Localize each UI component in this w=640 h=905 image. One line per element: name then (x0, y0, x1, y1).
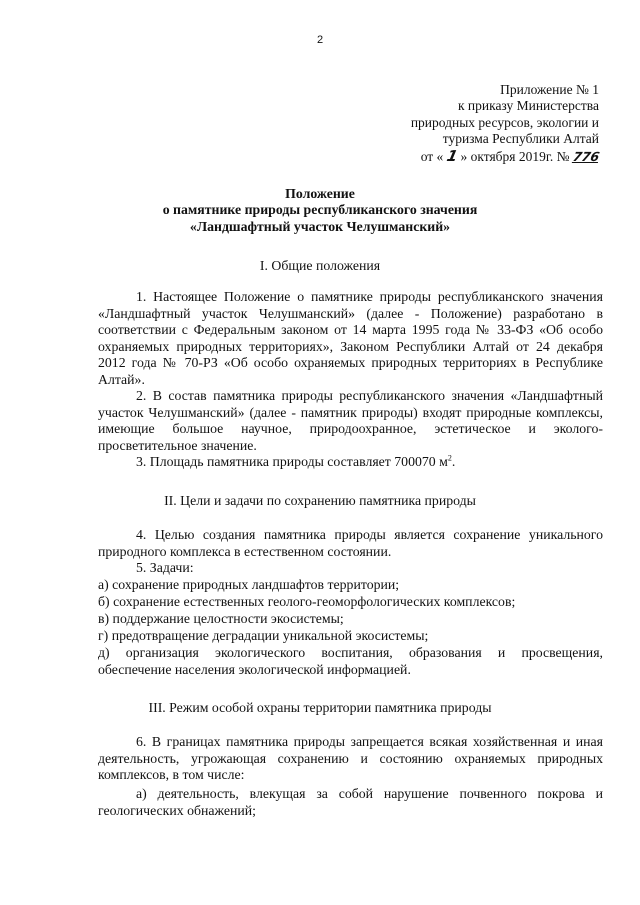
paragraph-3-text: 3. Площадь памятника природы составляет 700070 м (136, 454, 448, 469)
handwritten-day: 1 (444, 146, 460, 165)
appendix-line-4: туризма Республики Алтай (442, 131, 599, 147)
paragraph-4: 4. Целью создания памятника природы является сохранение уникального природного комплекса в естественном состоянии. (98, 527, 603, 559)
paragraph-6a: а) деятельность, влекущая за собой нарушение почвенного покрова и геологических обнажений; (98, 786, 603, 818)
paragraph-1: 1. Настоящее Положение о памятнике природы республиканского значения «Ландшафтный участок Челушманский» (далее - Положение) разработано в соответствии с Федеральным законом от 14 марта 1995 года № 33-ФЗ «Об особо охраняемых природных территориях», Законом Республики Алтай от 24 декабря 2012 года № 70-РЗ «Об особо охраняемых природных территориях в Республике Алтай». (98, 289, 603, 387)
appendix-line-1: Приложение № 1 (500, 82, 599, 97)
section-heading-1: I. Общие положения (259, 258, 381, 273)
appendix-block (411, 82, 599, 165)
date-prefix: от « (420, 148, 444, 164)
title-line-2: о памятнике природы республиканского значения (162, 202, 478, 218)
title-line-3: «Ландшафтный участок Челушманский» (189, 218, 451, 234)
paragraph-3 (98, 454, 603, 471)
section-heading-3: III. Режим особой охраны территории памятника природы (148, 700, 492, 715)
paragraph-2: 2. В состав памятника природы республиканского значения «Ландшафтный участок Челушманский» (далее - памятник природы) входят природные комплексы, имеющие большое научное, природоохранное, эстетическое и эколого-просветительное значение. (98, 388, 603, 453)
paragraph-5: 5. Задачи: (136, 560, 194, 575)
appendix-line-3: природных ресурсов, экологии и (410, 114, 599, 130)
page-number: 2 (316, 34, 324, 46)
title-line-1: Положение (285, 186, 355, 201)
appendix-line-2: к приказу Министерства (457, 98, 599, 114)
square-superscript: 2 (447, 453, 452, 463)
handwritten-order-number: 776 (571, 148, 601, 164)
task-e: д) организация экологического воспитания, образования и просвещения, обеспечение населения экологической информацией. (98, 645, 603, 677)
paragraph-6: 6. В границах памятника природы запрещается всякая хозяйственная и иная деятельность, угрожающая сохранению и состоянию охраняемых природных комплексов, в том числе: (98, 734, 603, 782)
paragraph-3-end: . (451, 454, 456, 469)
task-a: а) сохранение природных ландшафтов территории; (98, 577, 400, 592)
task-c: в) поддержание целостности экосистемы; (98, 611, 344, 626)
appendix-date-line (411, 148, 599, 165)
document-title (0, 186, 640, 235)
task-b: б) сохранение естественных геолого-геоморфологических комплексов; (98, 594, 516, 609)
date-mid: » октября 2019г. № (460, 148, 570, 164)
section-heading-2: II. Цели и задачи по сохранению памятника природы (164, 493, 476, 508)
task-d: г) предотвращение деградации уникальной экосистемы; (98, 628, 429, 643)
